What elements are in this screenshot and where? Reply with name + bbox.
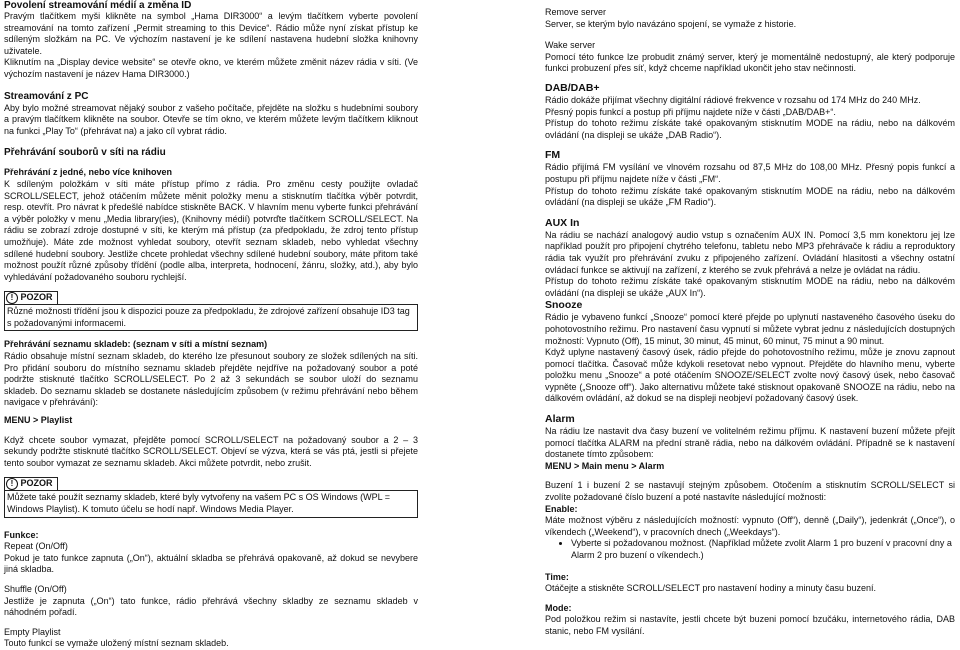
- paragraph: Přístup do tohoto režimu získáte také opakovaným stisknutím MODE na rádiu, nebo na dálkovém ovládání (na displeji se ukáže „AUX In“).: [545, 276, 955, 298]
- remove-server-desc: Server, se kterým bylo navázáno spojení, se vymaže z historie.: [545, 18, 797, 29]
- menu-path: MENU > Playlist: [4, 415, 73, 426]
- left-column: [4, 0, 418, 650]
- warning-text-box: [4, 304, 418, 331]
- mode-title: Mode:: [545, 602, 572, 613]
- remove-server-title: Remove server: [545, 7, 607, 17]
- section-title-pc: Streamování z PC: [4, 90, 89, 102]
- paragraph: Pravým tlačítkem myši klikněte na symbol „Hama DIR3000“ a levým tlačítkem vyberte povolení streamování na tomto zařízení „Permit streaming to this Device“. Rádio může nyní získat přístup ke sdíleným složkám na PC. Ve výchozím nastavení je ke sdílení nastavena hudební složka knihovny uživatele.: [4, 11, 418, 56]
- paragraph: Přesný popis funkcí a postup při příjmu najdete níže v části „DAB/DAB+“.: [545, 106, 836, 117]
- function-desc-empty: Touto funkcí se vymaže uložený místní seznam skladeb.: [4, 638, 229, 649]
- paragraph: Aby bylo možné streamovat nějaký soubor z vašeho počítače, přejděte na složku s hudebními soubory a pravým tlačítkem klikněte na soubor. Otevře se tím okno, ve kterém můžete levým tlačítkem kliknout na funkci „Play To“ (přehrávat na) a jako cíl vybrat rádio.: [4, 102, 418, 136]
- subheading-playlist: Přehrávání seznamu skladeb: (seznam v síti a místní seznam): [4, 339, 268, 350]
- section-title-network: Přehrávání souborů v síti na rádiu: [4, 147, 166, 159]
- paragraph: Pod položkou režim si nastavíte, jestli chcete být buzeni pomocí bzučáku, internetového rádia, DAB stanic, nebo FM vysílání.: [545, 614, 955, 636]
- enable-list: [545, 538, 955, 561]
- function-name-empty: Empty Playlist: [4, 626, 61, 637]
- warning-label-box: [4, 291, 58, 304]
- info-circle-icon: !: [6, 292, 18, 304]
- enable-title: Enable:: [545, 503, 578, 514]
- right-column: [545, 82, 955, 638]
- paragraph: Buzení 1 i buzení 2 se nastavují stejným způsobem. Otočením a stisknutím SCROLL/SELECT si zvolíte požadované číslo buzení a poté nastavíte následující možnosti:: [545, 480, 955, 503]
- paragraph: Přístup do tohoto režimu získáte také opakovaným stisknutím MODE na rádiu, nebo na dálkovém ovládání (na displeji se ukáže „DAB Radio“).: [545, 118, 955, 140]
- section-title-streaming: Povolení streamování médií a změna ID: [4, 0, 192, 11]
- warning-text: Můžete také použít seznamy skladeb, které byly vytvořeny na vašem PC s OS Windows (WPL = Windows Playlist). K tomuto účelu se hodí např. Windows Media Player.: [7, 492, 391, 514]
- subheading-libraries: Přehrávání z jedné, nebo více knihoven: [4, 167, 173, 178]
- functions-title: Funkce:: [4, 529, 39, 540]
- list-item: • Vyberte si požadovanou možnost. (Například můžete zvolit Alarm 1 pro buzení v pracovní dny a Alarm 2 pro buzení o víkendech.): [571, 538, 955, 561]
- paragraph: Přístup do tohoto režimu získáte také opakovaným stisknutím MODE na rádiu, nebo na dálkovém ovládání (na displeji se ukáže „FM Radio“).: [545, 185, 955, 208]
- paragraph: Otáčejte a stiskněte SCROLL/SELECT pro nastavení hodiny a minuty času buzení.: [545, 583, 877, 594]
- warning-label: POZOR: [20, 478, 53, 489]
- wake-server-desc: Pomocí této funkce lze probudit známý server, který je momentálně nedostupný, ale který podporuje funkci probuzení přes síť, když chceme například ukončit jeho stav nečinnosti.: [545, 51, 955, 74]
- warning-block-2: [4, 477, 418, 517]
- wake-server-title: Wake server: [545, 40, 596, 51]
- paragraph: Rádio přijímá FM vysílání ve vlnovém rozsahu od 87,5 MHz do 108,00 MHz. Přesný popis funkcí a postupu při příjmu najdete níže v části „FM“.: [545, 162, 955, 184]
- paragraph: Na rádiu se nachází analogový audio vstup s označením AUX IN. Pomocí 3,5 mm konektoru jej lze například použít pro připojení chytrého telefonu, tabletu nebo MP3 přehrávače k rádiu a reproduktory rádia tak využít pro přehrávání zvuku z připojeného zařízení. Ovládání hlasitosti a všechny ostatní ovládací funkce se aktivují na zařízení, z kterého se zvuk přehrává a nelze je ovládat na rádiu.: [545, 229, 955, 275]
- paragraph: Když uplyne nastavený časový úsek, rádio přejde do pohotovostního režimu, může je znovu zapnout pomocí tlačítka. Časovač může kdykoli resetovat nebo vypnout. Přejděte do hlavního menu, vyberte položku menu „Snooze“ a poté otáčením SNOOZE/SELECT zvolte nový časový úsek, nebo časovač vypněte („Snooze off“). Jako alternativu můžete také stisknout opakovaně SNOOZE na rádiu, nebo na dálkovém ovládání, až dokud se na displeji neobjeví požadovaný časový úsek.: [545, 347, 955, 404]
- alarm-title: Alarm: [545, 413, 575, 426]
- function-desc-repeat: Pokud je tato funkce zapnuta („On“), aktuální skladba se přehrává opakovaně, až dokud se nevybere jiná skladba.: [4, 552, 418, 575]
- warning-text: Různé možnosti třídění jsou k dispozici pouze za předpokladu, že zdrojové zařízení obsahuje ID3 tag s požadovanými informacemi.: [7, 306, 410, 328]
- paragraph: Kliknutím na „Display device website“ se otevře okno, ve kterém můžete změnit název rádia v síti. (Ve výchozím nastavení je název Hama DIR3000.): [4, 57, 418, 79]
- paragraph: Máte možnost výběru z následujících možností: vypnuto (Off“), denně („Daily“), jedenkrát („Once“), o víkendech („Weekend“), v pracovních dnech („Weekdays“).: [545, 515, 955, 537]
- fm-title: FM: [545, 149, 561, 162]
- paragraph: K sdíleným položkám v síti máte přístup přímo z rádia. Pro změnu cesty použijte ovladač SCROLL/SELECT, jehož otáčením můžete měnit položky menu a stisknutím tlačítka výběr potvrdit, resp. otevřít. Pro návrat k předešlé nabídce stiskněte BACK. V hlavním menu vyberte funkci přehrávání a výběr položky v menu „Media library(ies), (Knihovny médií) potvrďte tlačítkem SCROLL/SELECT. Na rádiu se zobrazí zdroje dostupné v síti, ke kterým má přístup (za předpokladu, že zdroj tento přístup umožňuje). Máte zde možnost vyhledat soubory, otevřít seznam skladeb, nebo vyhledat všechny sdílené hudební soubory. Jestliže chcete prohledat všechny sdílené hudební soubory, máte přitom také možnost použít různé způsoby třídění (podle alba, interpreta, hodnocení, žánru, složky, atd.), aby bylo vyhledávání požadovaného souboru rychlejší.: [4, 178, 418, 282]
- aux-title: AUX In: [545, 216, 580, 229]
- right-column-top: [545, 7, 955, 75]
- warning-text-box: [4, 490, 418, 517]
- time-title: Time:: [545, 571, 569, 582]
- paragraph: Na rádiu lze nastavit dva časy buzení ve volitelném režimu příjmu. K nastavení buzení můžete přejít pomocí tlačítka ALARM na přední straně rádia, nebo na dálkovém ovládání. Případně se k nastavení dostanete tímto způsobem:: [545, 426, 955, 460]
- paragraph: Rádio je vybaveno funkcí „Snooze“ pomocí které přejde po uplynutí nastaveného časového úseku do pohotovostního režimu. Pro nastavení času vypnutí si můžete vybrat jednu z následujících dostupných možností: Vypnuto (Off), 15 minut, 30 minut, 45 minut, 60 minut, 75 minut a 90 minut.: [545, 312, 955, 346]
- info-circle-icon: !: [6, 478, 18, 490]
- warning-block-1: [4, 291, 418, 331]
- snooze-title: Snooze: [545, 299, 583, 312]
- paragraph: Rádio dokáže přijímat všechny digitální rádiové frekvence v rozsahu od 174 MHz do 240 MHz.: [545, 95, 921, 105]
- paragraph: Když chcete soubor vymazat, přejděte pomocí SCROLL/SELECT na požadovaný soubor a 2 – 3 sekundy podržte stisknuté tlačítko SCROLL/SELECT. Objeví se výzva, která se vás ptá, jestli si přejete tento soubor vymazat ze seznamu skladeb. Akci můžete potvrdit, nebo zrušit.: [4, 434, 418, 468]
- function-name-shuffle: Shuffle (On/Off): [4, 583, 67, 594]
- warning-label-box: [4, 477, 58, 490]
- paragraph: Rádio obsahuje místní seznam skladeb, do kterého lze přesunout soubory ze složek sdílených na síti. Pro přidání souboru do místního seznamu skladeb přejděte nejdříve na požadovaný soubor a poté podržte stisknuté tlačítko SCROLL/SELECT. Po 2 až 3 sekundách se soubor uloží do seznamu skladeb. Do seznamu skladeb se dostanete následujícím způsobem (v režimu přehrávání nebo během navigace v přehrávání):: [4, 351, 418, 408]
- alarm-menu-path: MENU > Main menu > Alarm: [545, 460, 665, 471]
- dab-title: DAB/DAB+: [545, 82, 600, 94]
- function-name-repeat: Repeat (On/Off): [4, 541, 68, 552]
- function-desc-shuffle: Jestliže je zapnuta („On“) tato funkce, rádio přehrává všechny skladby ze seznamu skladeb v náhodném pořadí.: [4, 595, 418, 618]
- warning-label: POZOR: [20, 292, 53, 303]
